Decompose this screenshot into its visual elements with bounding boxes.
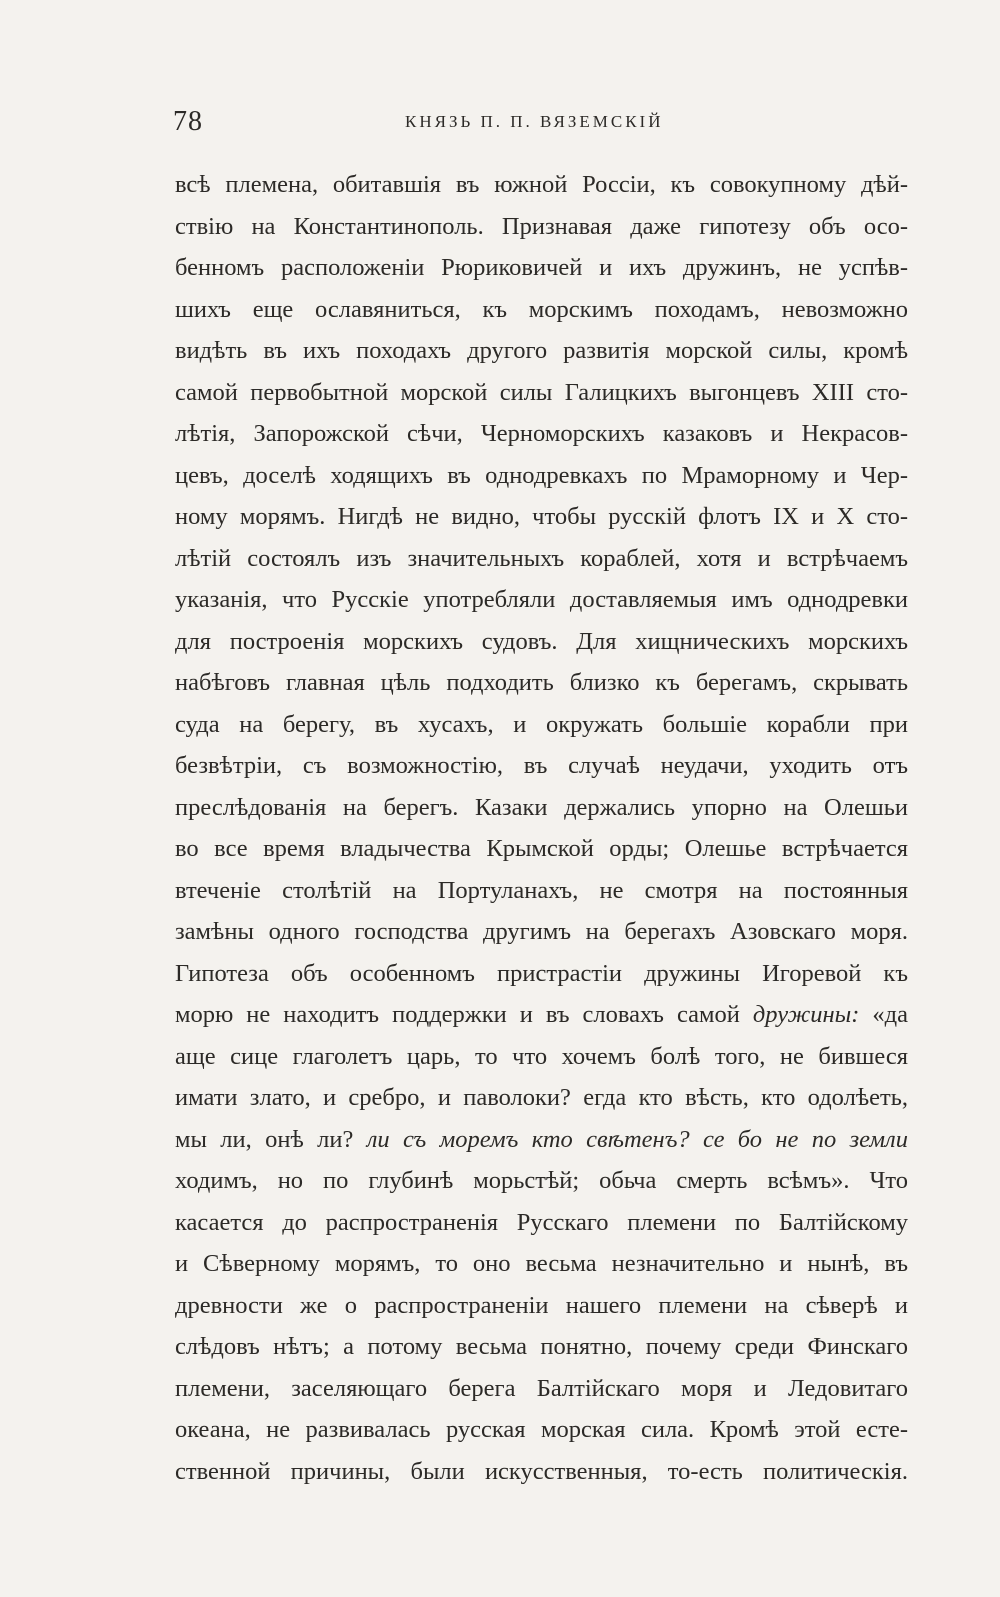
- text-line: мы ли, онѣ ли? ли съ моремъ кто свѣтенъ? се бо не по земли: [175, 1125, 908, 1153]
- text-line: ному морямъ. Нигдѣ не видно, чтобы русскій флотъ IX и X сто-: [175, 503, 908, 530]
- text-line: видѣть въ ихъ походахъ другого развитія морской силы, кромѣ: [175, 337, 908, 364]
- text-line: лѣтій состоялъ изъ значительныхъ кораблей, хотя и встрѣчаемъ: [175, 544, 908, 572]
- text-line: аще сице глаголетъ царь, то что хочемъ болѣ того, не бившеся: [175, 1042, 908, 1070]
- text-line: безвѣтріи, съ возможностію, въ случаѣ неудачи, уходить отъ: [175, 752, 908, 779]
- italic-quote: ли съ моремъ кто свѣтенъ? се бо не по земли: [366, 1125, 908, 1153]
- italic-quote: дружины:: [752, 1001, 860, 1028]
- text-line: замѣны одного господства другимъ на берегахъ Азовскаго моря.: [175, 918, 908, 945]
- running-head: КНЯЗЬ П. П. ВЯЗЕМСКІЙ: [405, 112, 664, 131]
- text-line: племени, заселяющаго берега Балтійскаго моря и Ледовитаго: [175, 1374, 908, 1402]
- text-line: Гипотеза объ особенномъ пристрастіи дружины Игоревой къ: [175, 959, 908, 987]
- page-number: 78: [173, 106, 203, 137]
- text-line: указанія, что Русскіе употребляли доставляемыя имъ однодревки: [175, 586, 908, 613]
- text-line: цевъ, доселѣ ходящихъ въ однодревкахъ по Мраморному и Чер-: [175, 461, 908, 489]
- text-line: самой первобытной морской силы Галицкихъ выгонцевъ XIII сто-: [175, 378, 908, 406]
- text-line: суда на берегу, въ хусахъ, и окружать большіе корабли при: [175, 710, 908, 738]
- text-line: для построенія морскихъ судовъ. Для хищническихъ морскихъ: [175, 627, 908, 655]
- text-line: ствію на Константинополь. Признавая даже гипотезу объ осо-: [175, 212, 908, 240]
- text-line: морю не находитъ поддержки и въ словахъ самой дружины: «да: [175, 1001, 908, 1028]
- text-line: преслѣдованія на берегъ. Казаки держались упорно на Олешьи: [175, 793, 908, 821]
- text-line: втеченіе столѣтій на Портуланахъ, не смотря на постоянныя: [175, 876, 908, 904]
- text-line: шихъ еще ославяниться, къ морскимъ походамъ, невозможно: [175, 295, 908, 323]
- text-line: во все время владычества Крымской орды; Олешье встрѣчается: [175, 835, 908, 862]
- text-line: океана, не развивалась русская морская сила. Кромѣ этой есте-: [175, 1416, 908, 1443]
- text-line: и Сѣверному морямъ, то оно весьма незначительно и нынѣ, въ: [175, 1250, 908, 1277]
- text-line: набѣговъ главная цѣль подходить близко къ берегамъ, скрывать: [175, 669, 908, 696]
- text-line: ственной причины, были искусственныя, то-есть политическія.: [175, 1457, 908, 1485]
- text-line: касается до распространенія Русскаго племени по Балтійскому: [175, 1208, 908, 1236]
- text-line: ходимъ, но по глубинѣ морьстѣй; обьча смерть всѣмъ». Что: [175, 1167, 908, 1194]
- body-text: [175, 164, 908, 1492]
- text-line: имати злато, и сребро, и паволоки? егда кто вѣсть, кто одолѣеть,: [175, 1084, 908, 1111]
- text-line: всѣ племена, обитавшія въ южной Россіи, къ совокупному дѣй-: [175, 171, 908, 198]
- text-line: бенномъ расположеніи Рюриковичей и ихъ дружинъ, не успѣв-: [175, 254, 908, 281]
- text-line: древности же о распространеніи нашего племени на сѣверѣ и: [175, 1291, 908, 1319]
- text-line: слѣдовъ нѣтъ; а потому весьма понятно, почему среди Финскаго: [175, 1333, 908, 1360]
- page-header: [173, 106, 908, 146]
- text-line: лѣтія, Запорожской сѣчи, Черноморскихъ казаковъ и Некрасов-: [175, 420, 908, 447]
